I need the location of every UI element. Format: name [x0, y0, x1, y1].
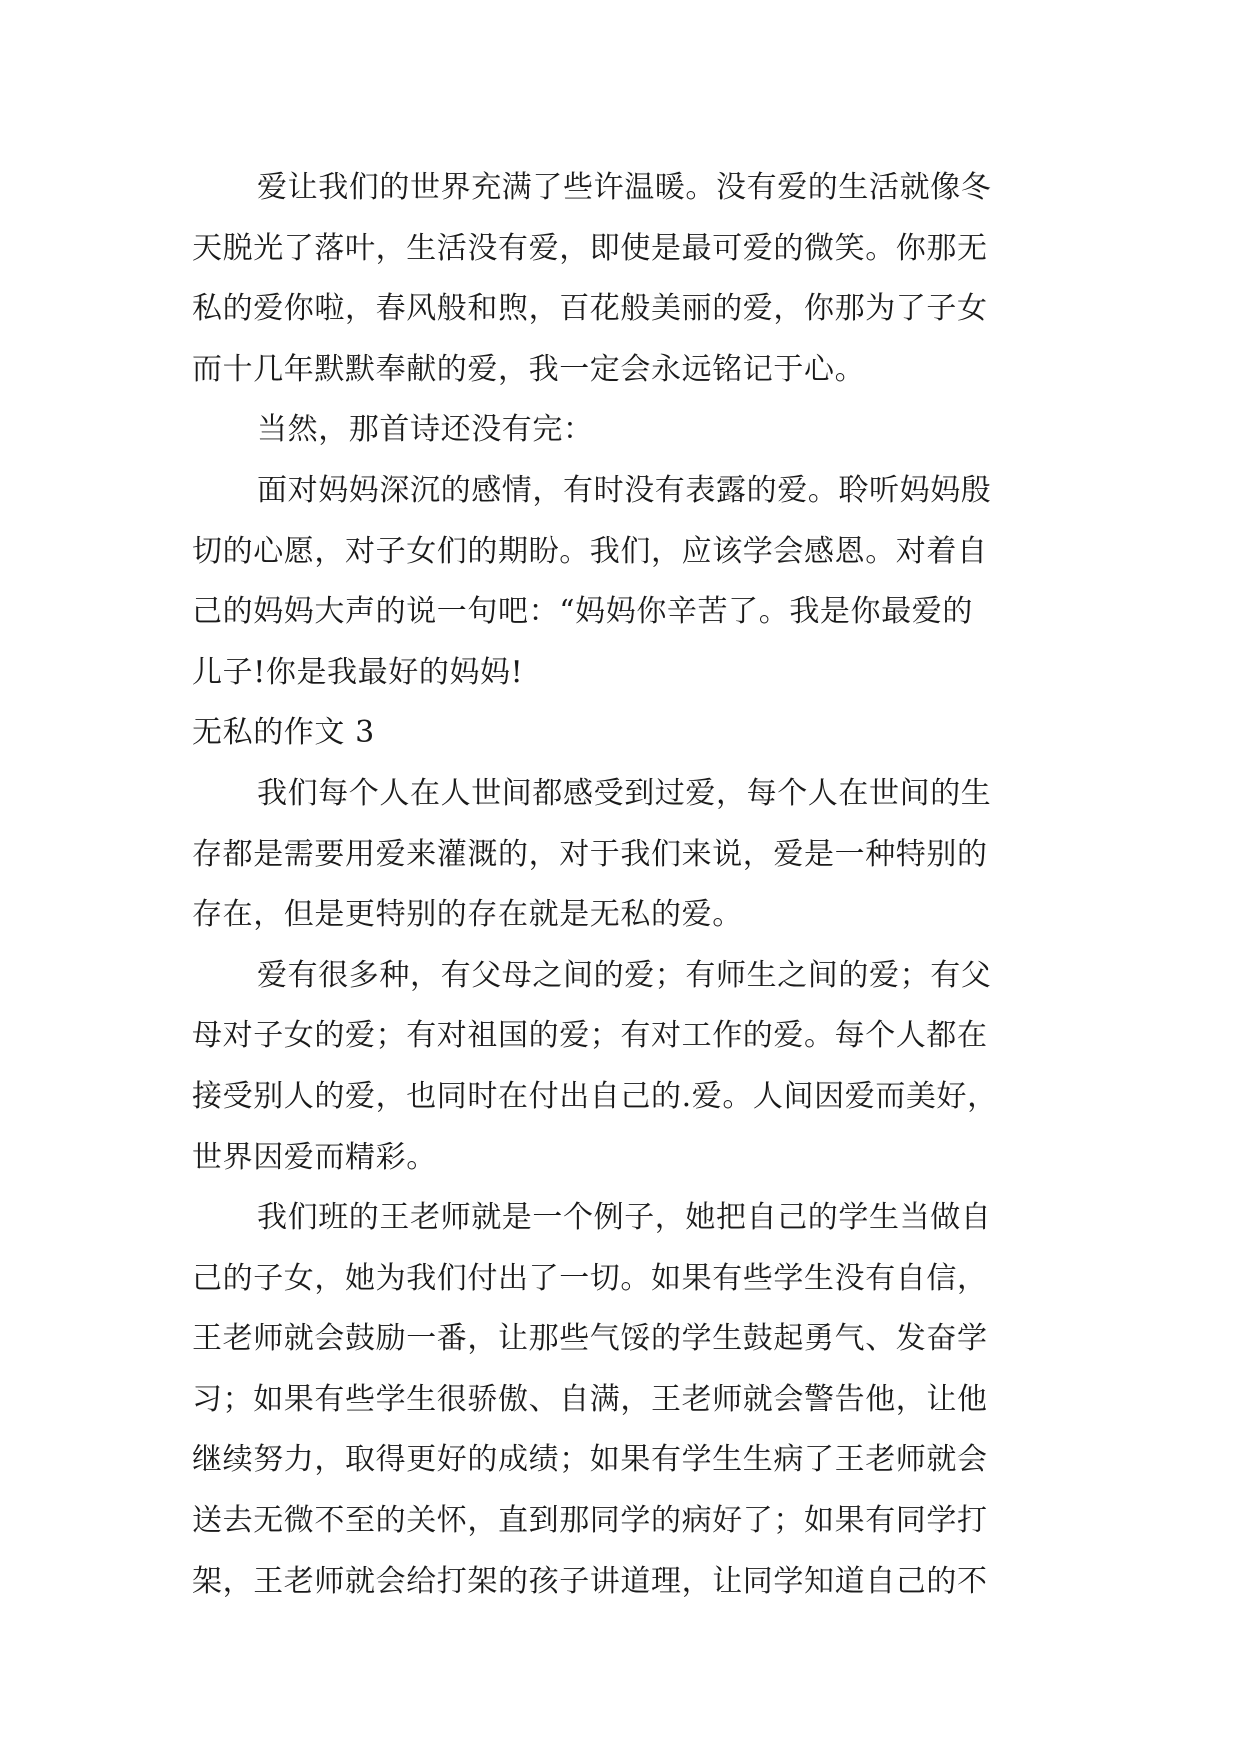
- text-line: 存在，但是更特别的存在就是无私的爱。: [192, 897, 743, 933]
- text-line: 爱有很多种，有父母之间的爱；有师生之间的爱；有父: [257, 957, 992, 993]
- paragraph: [192, 1188, 1054, 1612]
- text-line: 天脱光了落叶，生活没有爱，即使是最可爱的微笑。你那无: [192, 230, 988, 266]
- paragraph: [192, 400, 1054, 461]
- text-line: 存都是需要用爱来灌溉的，对于我们来说，爱是一种特别的: [192, 836, 988, 872]
- text-line: 己的妈妈大声的说一句吧：“妈妈你辛苦了。我是你最爱的: [192, 594, 973, 630]
- text-line: 习；如果有些学生很骄傲、自满，王老师就会警告他，让他: [192, 1381, 988, 1417]
- text-line: 面对妈妈深沉的感情，有时没有表露的爱。聆听妈妈殷: [257, 472, 992, 508]
- text-line: 送去无微不至的关怀，直到那同学的病好了；如果有同学打: [192, 1503, 988, 1539]
- paragraph: [192, 158, 1054, 400]
- text-line: 切的心愿，对子女们的期盼。我们，应该学会感恩。对着自: [192, 533, 988, 569]
- text-line: 王老师就会鼓励一番，让那些气馁的学生鼓起勇气、发奋学: [192, 1321, 988, 1357]
- paragraph: [192, 461, 1054, 703]
- text-line: 接受别人的爱，也同时在付出自己的.爱。人间因爱而美好，: [192, 1078, 998, 1114]
- document-body: [192, 158, 1054, 1612]
- text-line: 私的爱你啦，春风般和煦，百花般美丽的爱，你那为了子女: [192, 291, 988, 327]
- text-line: 我们班的王老师就是一个例子，她把自己的学生当做自: [257, 1200, 992, 1236]
- section-title: 无私的作文 3: [192, 715, 375, 751]
- paragraph: [192, 946, 1054, 1188]
- paragraph: [192, 764, 1054, 946]
- text-line: 架，王老师就会给打架的孩子讲道理，让同学知道自己的不: [192, 1563, 988, 1599]
- text-line: 当然，那首诗还没有完：: [257, 412, 594, 448]
- text-line: 而十几年默默奉献的爱，我一定会永远铭记于心。: [192, 351, 866, 387]
- text-line: 我们每个人在人世间都感受到过爱，每个人在世间的生: [257, 775, 992, 811]
- text-line: 爱让我们的世界充满了些许温暖。没有爱的生活就像冬: [257, 170, 992, 205]
- text-line: 世界因爱而精彩。: [192, 1139, 437, 1175]
- text-line: 己的子女，她为我们付出了一切。如果有些学生没有自信，: [192, 1260, 988, 1296]
- text-line: 继续努力，取得更好的成绩；如果有学生生病了王老师就会: [192, 1442, 988, 1478]
- text-line: 儿子!你是我最好的妈妈!: [192, 654, 524, 690]
- text-line: 母对子女的爱；有对祖国的爱；有对工作的爱。每个人都在: [192, 1018, 988, 1054]
